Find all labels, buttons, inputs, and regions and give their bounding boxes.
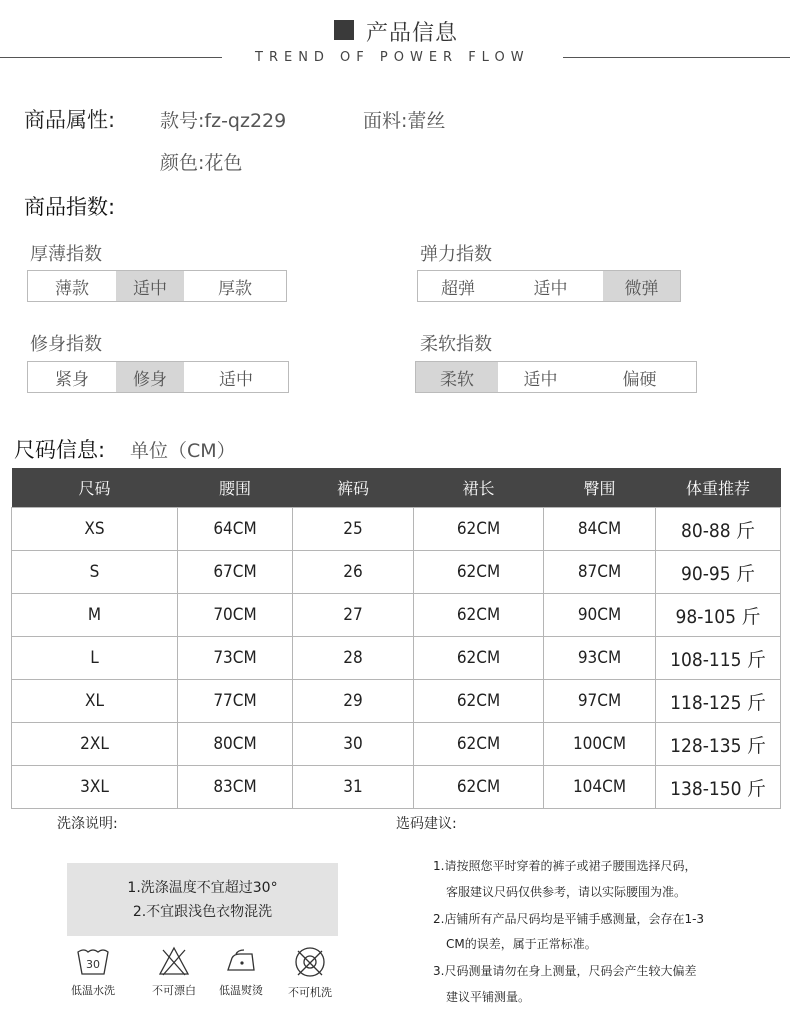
no-bleach-icon	[157, 946, 191, 976]
wash-temp-number: 30	[86, 958, 100, 971]
table-cell: 77CM	[178, 680, 293, 723]
fit-label: 修身指数	[30, 334, 102, 355]
advice-line: CM的误差，属于正常标准。	[446, 937, 597, 951]
column-header-weight: 体重推荐	[656, 468, 781, 508]
table-cell: 83CM	[178, 766, 293, 809]
table-row	[12, 723, 781, 766]
care-label: 不可漂白	[152, 984, 196, 997]
table-cell: 98-105 斤	[656, 594, 781, 637]
table-cell: 62CM	[414, 508, 544, 551]
table-cell: 28	[293, 637, 414, 680]
column-header-waist: 腰围	[178, 468, 293, 508]
table-cell: 25	[293, 508, 414, 551]
table-cell: 64CM	[178, 508, 293, 551]
table-cell: 27	[293, 594, 414, 637]
thickness-label: 厚薄指数	[30, 244, 102, 265]
care-label: 低温水洗	[71, 984, 115, 997]
advice-line: 2.店铺所有产品尺码均是平铺手感测量，会存在1-3	[433, 912, 705, 926]
low-temp-wash-icon	[76, 946, 110, 976]
table-cell: S	[12, 551, 178, 594]
no-machine-wash-item	[280, 946, 340, 1000]
fit-option-tight: 紧身	[55, 369, 89, 390]
table-cell: 128-135 斤	[656, 723, 781, 766]
elasticity-option-medium: 适中	[533, 278, 568, 299]
table-cell: 29	[293, 680, 414, 723]
attributes-label: 商品属性:	[24, 108, 116, 132]
table-cell: 90-95 斤	[656, 551, 781, 594]
advice-line: 建议平铺测量。	[446, 990, 531, 1004]
advice-line: 客服建议尺码仅供参考，请以实际腰围为准。	[446, 885, 687, 899]
washing-notes-box	[67, 863, 338, 936]
page-title: 产品信息	[366, 21, 459, 46]
table-row	[12, 594, 781, 637]
color: 颜色:花色	[160, 152, 243, 174]
table-header-row	[12, 468, 781, 508]
low-temp-iron-item	[211, 946, 271, 998]
table-cell: 80-88 斤	[656, 508, 781, 551]
table-cell: 62CM	[414, 680, 544, 723]
table-cell: 104CM	[544, 766, 656, 809]
elasticity-option-super: 超弹	[441, 278, 475, 299]
thickness-scale	[27, 270, 287, 302]
column-header-pants-size: 裤码	[293, 468, 414, 508]
softness-option-soft: 柔软	[416, 362, 498, 392]
table-cell: 62CM	[414, 637, 544, 680]
fit-option-slim: 修身	[116, 362, 184, 392]
table-cell: 108-115 斤	[656, 637, 781, 680]
advice-line: 1.请按照您平时穿着的裤子或裙子腰围选择尺码，	[433, 859, 697, 873]
table-cell: 26	[293, 551, 414, 594]
thickness-option-thin: 薄款	[55, 278, 89, 299]
fabric: 面料:蕾丝	[363, 110, 446, 132]
washing-note: 1.洗涤温度不宜超过30°	[127, 879, 278, 896]
no-machine-wash-icon	[293, 946, 327, 978]
table-cell: 3XL	[12, 766, 178, 809]
softness-option-hard: 偏硬	[622, 369, 657, 390]
table-cell: 62CM	[414, 766, 544, 809]
table-cell: 84CM	[544, 508, 656, 551]
table-row	[12, 637, 781, 680]
table-cell: 67CM	[178, 551, 293, 594]
table-cell: 80CM	[178, 723, 293, 766]
table-row	[12, 766, 781, 809]
low-temp-wash-item	[63, 946, 123, 998]
elasticity-label: 弹力指数	[420, 244, 492, 265]
fit-option-regular: 适中	[219, 369, 253, 390]
table-cell: 97CM	[544, 680, 656, 723]
size-info-title: 尺码信息:	[14, 438, 106, 462]
washing-note: 2.不宜跟浅色衣物混洗	[132, 903, 273, 920]
table-cell: 30	[293, 723, 414, 766]
softness-scale	[415, 361, 697, 393]
table-cell: 73CM	[178, 637, 293, 680]
style-number: 款号:fz-qz229	[160, 110, 287, 132]
thickness-option-thick: 厚款	[218, 278, 252, 299]
table-cell: XL	[12, 680, 178, 723]
column-header-skirt-length: 裙长	[414, 468, 544, 508]
column-header-size: 尺码	[12, 468, 178, 508]
low-temp-iron-icon	[224, 946, 258, 976]
elasticity-scale	[417, 270, 681, 302]
table-cell: 31	[293, 766, 414, 809]
table-cell: 100CM	[544, 723, 656, 766]
care-label: 不可机洗	[288, 986, 332, 999]
softness-option-medium: 适中	[523, 369, 558, 390]
size-unit: 单位（CM）	[130, 440, 236, 462]
table-row	[12, 680, 781, 723]
table-cell: XS	[12, 508, 178, 551]
care-label: 低温熨烫	[219, 984, 263, 997]
table-cell: M	[12, 594, 178, 637]
no-bleach-item	[144, 946, 204, 998]
size-table	[11, 468, 781, 809]
table-row	[12, 551, 781, 594]
table-cell: 90CM	[544, 594, 656, 637]
page-subtitle: TREND OF POWER FLOW	[255, 50, 530, 65]
indices-title: 商品指数:	[24, 195, 116, 219]
table-cell: 138-150 斤	[656, 766, 781, 809]
table-cell: 118-125 斤	[656, 680, 781, 723]
table-cell: 70CM	[178, 594, 293, 637]
table-cell: 62CM	[414, 594, 544, 637]
table-cell: 62CM	[414, 551, 544, 594]
table-cell: 62CM	[414, 723, 544, 766]
table-cell: 2XL	[12, 723, 178, 766]
advice-line: 3.尺码测量请勿在身上测量，尺码会产生较大偏差	[433, 964, 697, 978]
header-divider-right	[563, 57, 790, 58]
elasticity-option-slight: 微弹	[603, 271, 680, 301]
table-cell: 87CM	[544, 551, 656, 594]
size-advice-title: 选码建议:	[396, 816, 457, 832]
column-header-hip: 臀围	[544, 468, 656, 508]
thickness-option-medium: 适中	[116, 271, 184, 301]
header-square-icon	[334, 20, 354, 40]
table-cell: 93CM	[544, 637, 656, 680]
header-divider-left	[0, 57, 222, 58]
table-cell: L	[12, 637, 178, 680]
fit-scale	[27, 361, 289, 393]
softness-label: 柔软指数	[420, 334, 492, 355]
table-row	[12, 508, 781, 551]
washing-title: 洗涤说明:	[57, 816, 118, 832]
